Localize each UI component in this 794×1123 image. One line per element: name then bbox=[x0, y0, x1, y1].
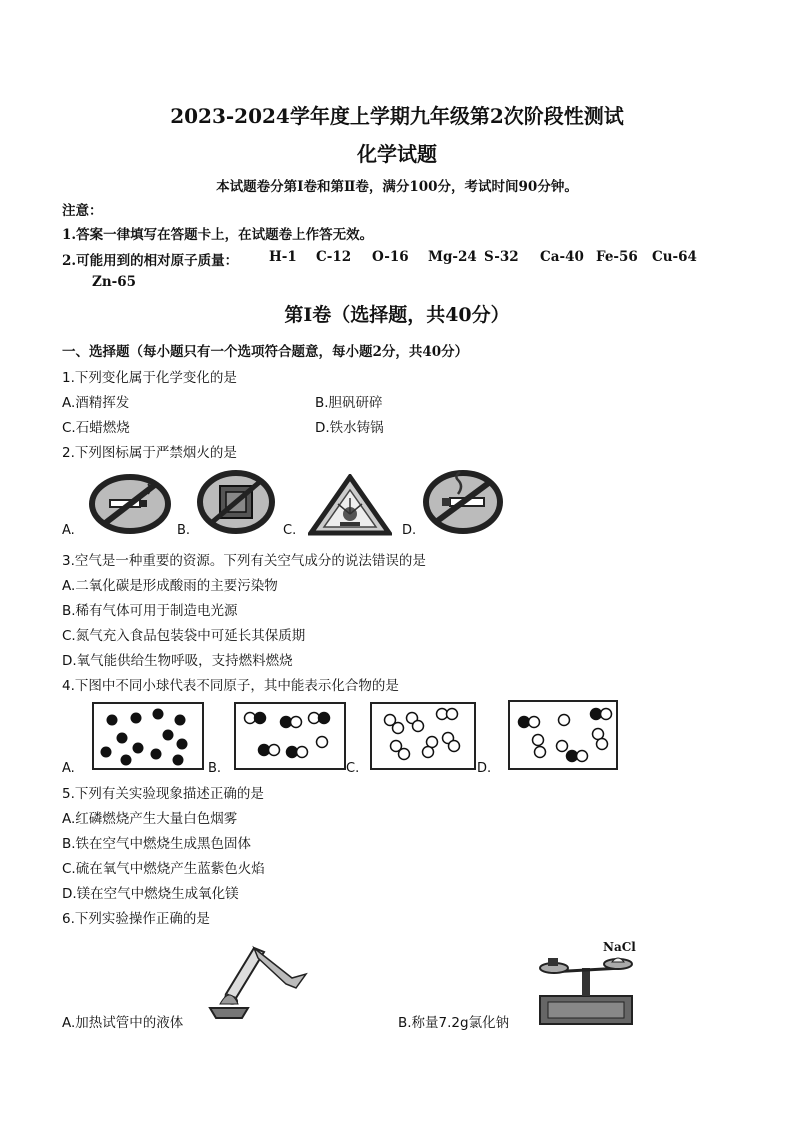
mass-mg: Mg-24 bbox=[428, 249, 477, 265]
section-heading: 一、选择题（每小题只有一个选项符合题意，每小题2分，共40分） bbox=[62, 344, 469, 360]
q1-option-d: D.铁水铸锅 bbox=[315, 420, 384, 436]
q3-option-d: D.氧气能供给生物呼吸，支持燃料燃烧 bbox=[62, 653, 293, 669]
q4-stem: 4.下图中不同小球代表不同原子，其中能表示化合物的是 bbox=[62, 678, 399, 694]
q4-option-c: C. bbox=[346, 761, 360, 776]
q3-option-a: A.二氧化碳是形成酸雨的主要污染物 bbox=[62, 578, 278, 594]
q4-option-a: A. bbox=[62, 761, 75, 776]
exam-instructions: 本试题卷分第Ⅰ卷和第Ⅱ卷，满分100分，考试时间90分钟。 bbox=[216, 179, 578, 195]
q2-stem: 2.下列图标属于严禁烟火的是 bbox=[62, 445, 237, 461]
heating-test-tube-illustration bbox=[196, 938, 322, 1020]
note-item-1: 1.答案一律填写在答题卡上，在试题卷上作答无效。 bbox=[62, 227, 374, 243]
q4-option-d: D. bbox=[477, 761, 492, 776]
section-title: 第Ⅰ卷（选择题，共40分） bbox=[284, 304, 510, 326]
q5-stem: 5.下列有关实验现象描述正确的是 bbox=[62, 786, 264, 802]
nacl-label: NaCl bbox=[603, 940, 636, 954]
atom-box-b bbox=[234, 702, 346, 770]
q2-option-d: D. bbox=[402, 523, 417, 538]
atom-box-c bbox=[370, 702, 476, 770]
q4-option-b: B. bbox=[208, 761, 222, 776]
q5-option-b: B.铁在空气中燃烧生成黑色固体 bbox=[62, 836, 252, 852]
exam-title: 2023-2024学年度上学期九年级第2次阶段性测试 bbox=[170, 104, 624, 128]
mass-fe: Fe-56 bbox=[596, 249, 638, 265]
q6-option-b: B.称量7.2g氯化钠 bbox=[398, 1015, 510, 1031]
mass-s: S-32 bbox=[484, 249, 519, 265]
subject-title: 化学试题 bbox=[357, 142, 437, 166]
q2-option-b: B. bbox=[177, 523, 191, 538]
q1-option-a: A.酒精挥发 bbox=[62, 395, 130, 411]
note-item-2 bbox=[62, 249, 238, 269]
q1-option-b: B.胆矾研碎 bbox=[315, 395, 383, 411]
q5-option-a: A.红磷燃烧产生大量白色烟雾 bbox=[62, 811, 238, 827]
q2-option-a: A. bbox=[62, 523, 75, 538]
mass-ca: Ca-40 bbox=[540, 249, 584, 265]
q5-option-c: C.硫在氧气中燃烧产生蓝紫色火焰 bbox=[62, 861, 265, 877]
q3-option-b: B.稀有气体可用于制造电光源 bbox=[62, 603, 238, 619]
q6-option-a: A.加热试管中的液体 bbox=[62, 1015, 184, 1031]
atom-box-a bbox=[92, 702, 204, 770]
notes-heading: 注意： bbox=[62, 203, 103, 219]
mass-c: C-12 bbox=[316, 249, 352, 265]
mass-h: H-1 bbox=[269, 249, 297, 265]
q1-option-c: C.石蜡燃烧 bbox=[62, 420, 130, 436]
prohibition-sign bbox=[196, 470, 276, 534]
no-smoking-sign bbox=[88, 474, 172, 534]
mass-cu: Cu-64 bbox=[652, 249, 697, 265]
mass-o: O-16 bbox=[372, 249, 409, 265]
mass-zn: Zn-65 bbox=[92, 274, 137, 290]
q5-option-d: D.镁在空气中燃烧生成氧化镁 bbox=[62, 886, 239, 902]
q3-stem: 3.空气是一种重要的资源。下列有关空气成分的说法错误的是 bbox=[62, 553, 426, 569]
q3-option-c: C.氮气充入食品包装袋中可延长其保质期 bbox=[62, 628, 306, 644]
no-smoking-cigarette-sign bbox=[422, 470, 504, 534]
note-item-2-prefix: 2.可能用到的相对原子质量： bbox=[62, 253, 239, 269]
q2-option-c: C. bbox=[283, 523, 297, 538]
q1-stem: 1.下列变化属于化学变化的是 bbox=[62, 370, 237, 386]
atom-box-d bbox=[508, 700, 618, 770]
q6-stem: 6.下列实验操作正确的是 bbox=[62, 911, 210, 927]
explosive-warning-sign bbox=[308, 474, 392, 536]
